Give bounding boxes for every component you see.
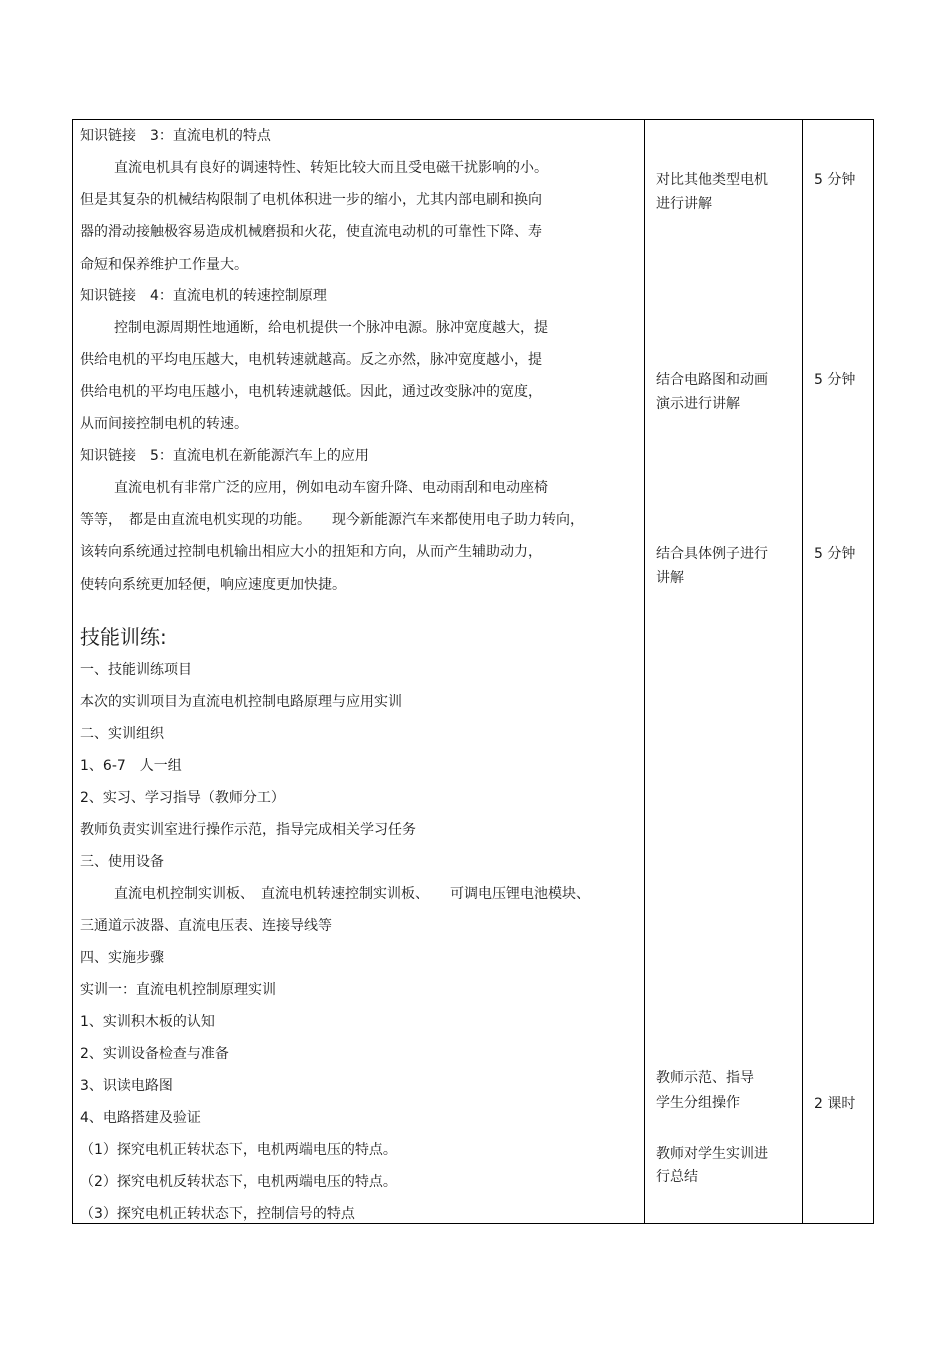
method-text: 演示进行讲解: [656, 396, 740, 412]
method-text: 结合具体例子进行: [656, 546, 768, 562]
section-heading: 三、使用设备: [80, 854, 164, 870]
list-item: 4、电路搭建及验证: [80, 1110, 201, 1126]
knowledge-link-4-title: 知识链接 4：直流电机的转速控制原理: [80, 288, 327, 304]
list-item: 3、识读电路图: [80, 1078, 173, 1094]
knowledge-link-3-title: 知识链接 3：直流电机的特点: [80, 128, 271, 144]
paragraph-line: 供给电机的平均电压越小，电机转速就越低。因此，通过改变脉冲的宽度，: [80, 384, 542, 400]
paragraph-line: 直流电机具有良好的调速特性、转矩比较大而且受电磁干扰影响的小。: [114, 160, 548, 176]
paragraph-line: 器的滑动接触极容易造成机械磨损和火花，使直流电动机的可靠性下降、寿: [80, 224, 542, 240]
paragraph-line: 控制电源周期性地通断，给电机提供一个脉冲电源。脉冲宽度越大，提: [114, 320, 548, 336]
method-text: 讲解: [656, 570, 684, 586]
section-heading: 四、实施步骤: [80, 950, 164, 966]
training-title: 实训一：直流电机控制原理实训: [80, 982, 276, 998]
list-item: 2、实训设备检查与准备: [80, 1046, 229, 1062]
paragraph-line: 该转向系统通过控制电机输出相应大小的扭矩和方向，从而产生辅助动力，: [80, 544, 542, 560]
paragraph-line: 直流电机控制实训板、 直流电机转速控制实训板、 可调电压锂电池模块、: [114, 886, 590, 902]
skill-training-heading: 技能训练:: [80, 625, 167, 649]
list-item: （1）探究电机正转状态下，电机两端电压的特点。: [80, 1142, 397, 1158]
paragraph-line: 但是其复杂的机械结构限制了电机体积进一步的缩小，尤其内部电刷和换向: [80, 192, 542, 208]
method-text: 教师对学生实训进: [656, 1146, 768, 1162]
column-divider: [644, 120, 645, 1223]
paragraph-line: 供给电机的平均电压越大，电机转速就越高。反之亦然，脉冲宽度越小，提: [80, 352, 542, 368]
method-text: 教师示范、指导: [656, 1070, 754, 1086]
method-text: 对比其他类型电机: [656, 172, 768, 188]
column-divider: [802, 120, 803, 1223]
method-text: 进行讲解: [656, 196, 712, 212]
method-text: 结合电路图和动画: [656, 372, 768, 388]
list-item: 1、实训积木板的认知: [80, 1014, 215, 1030]
paragraph-line: 等等， 都是由直流电机实现的功能。 现今新能源汽车来都使用电子助力转向，: [80, 512, 584, 528]
time-value: 5 分钟: [814, 172, 856, 188]
time-value: 5 分钟: [814, 546, 856, 562]
section-heading: 一、技能训练项目: [80, 662, 192, 678]
paragraph-line: 命短和保养维护工作量大。: [80, 257, 248, 273]
list-item: 1、6-7 人一组: [80, 758, 182, 774]
paragraph-line: 直流电机有非常广泛的应用，例如电动车窗升降、电动雨刮和电动座椅: [114, 480, 548, 496]
paragraph-line: 使转向系统更加轻便，响应速度更加快捷。: [80, 577, 346, 593]
method-text: 行总结: [656, 1169, 698, 1185]
time-value: 5 分钟: [814, 372, 856, 388]
list-item: （3）探究电机正转状态下，控制信号的特点: [80, 1206, 355, 1222]
time-value: 2 课时: [814, 1096, 856, 1112]
knowledge-link-5-title: 知识链接 5：直流电机在新能源汽车上的应用: [80, 448, 369, 464]
paragraph-line: 从而间接控制电机的转速。: [80, 416, 248, 432]
list-item: 2、实习、学习指导（教师分工）: [80, 790, 285, 806]
paragraph-line: 教师负责实训室进行操作示范，指导完成相关学习任务: [80, 822, 416, 838]
paragraph-line: 三通道示波器、直流电压表、连接导线等: [80, 918, 332, 934]
list-item: （2）探究电机反转状态下，电机两端电压的特点。: [80, 1174, 397, 1190]
method-text: 学生分组操作: [656, 1095, 740, 1111]
paragraph-line: 本次的实训项目为直流电机控制电路原理与应用实训: [80, 694, 402, 710]
section-heading: 二、实训组织: [80, 726, 164, 742]
